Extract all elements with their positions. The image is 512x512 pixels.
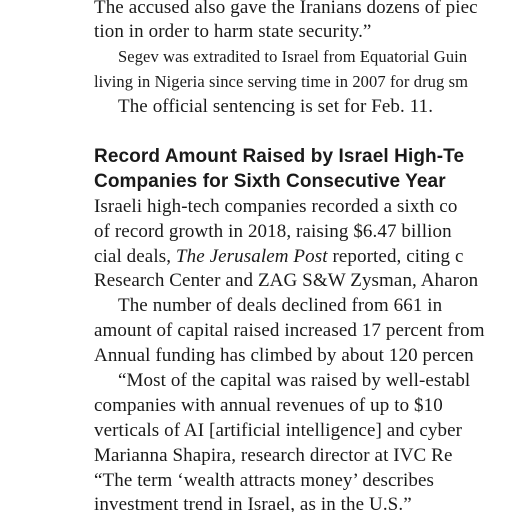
text-line: living in Nigeria since serving time in 2007 for drug sm bbox=[94, 72, 469, 91]
text-line: “Most of the capital was raised by well-establ bbox=[118, 370, 471, 391]
text-line: The number of deals declined from 661 in bbox=[118, 295, 443, 316]
article-heading: Companies for Sixth Consecutive Year bbox=[94, 171, 446, 192]
text-span: cial deals, bbox=[94, 246, 176, 267]
text-line: Annual funding has climbed by about 120 percen bbox=[94, 345, 474, 366]
text-line: of record growth in 2018, raising $6.47 billion bbox=[94, 221, 452, 242]
text-line: The official sentencing is set for Feb. 11. bbox=[118, 96, 434, 117]
text-line bbox=[94, 246, 464, 268]
text-line: tion in order to harm state security.” bbox=[94, 21, 372, 42]
text-span: reported, citing c bbox=[327, 246, 464, 267]
text-line: verticals of AI [artificial intelligence] and cyber bbox=[94, 420, 463, 441]
text-line: Israeli high-tech companies recorded a sixth co bbox=[94, 196, 458, 217]
text-line: Research Center and ZAG S&W Zysman, Aharon bbox=[94, 270, 479, 291]
text-line: companies with annual revenues of up to $10 bbox=[94, 395, 443, 416]
text-line: Segev was extradited to Israel from Equatorial Guin bbox=[118, 47, 468, 66]
text-line: “The term ‘wealth attracts money’ describes bbox=[94, 470, 434, 491]
article-heading: Record Amount Raised by Israel High-Te bbox=[94, 146, 465, 167]
text-line: Marianna Shapira, research director at IVC Re bbox=[94, 445, 453, 466]
publication-name: The Jerusalem Post bbox=[175, 246, 328, 267]
text-line: amount of capital raised increased 17 percent from bbox=[94, 320, 485, 341]
text-line: investment trend in Israel, as in the U.S.” bbox=[94, 494, 412, 512]
text-line: The accused also gave the Iranians dozens of piec bbox=[94, 0, 478, 18]
